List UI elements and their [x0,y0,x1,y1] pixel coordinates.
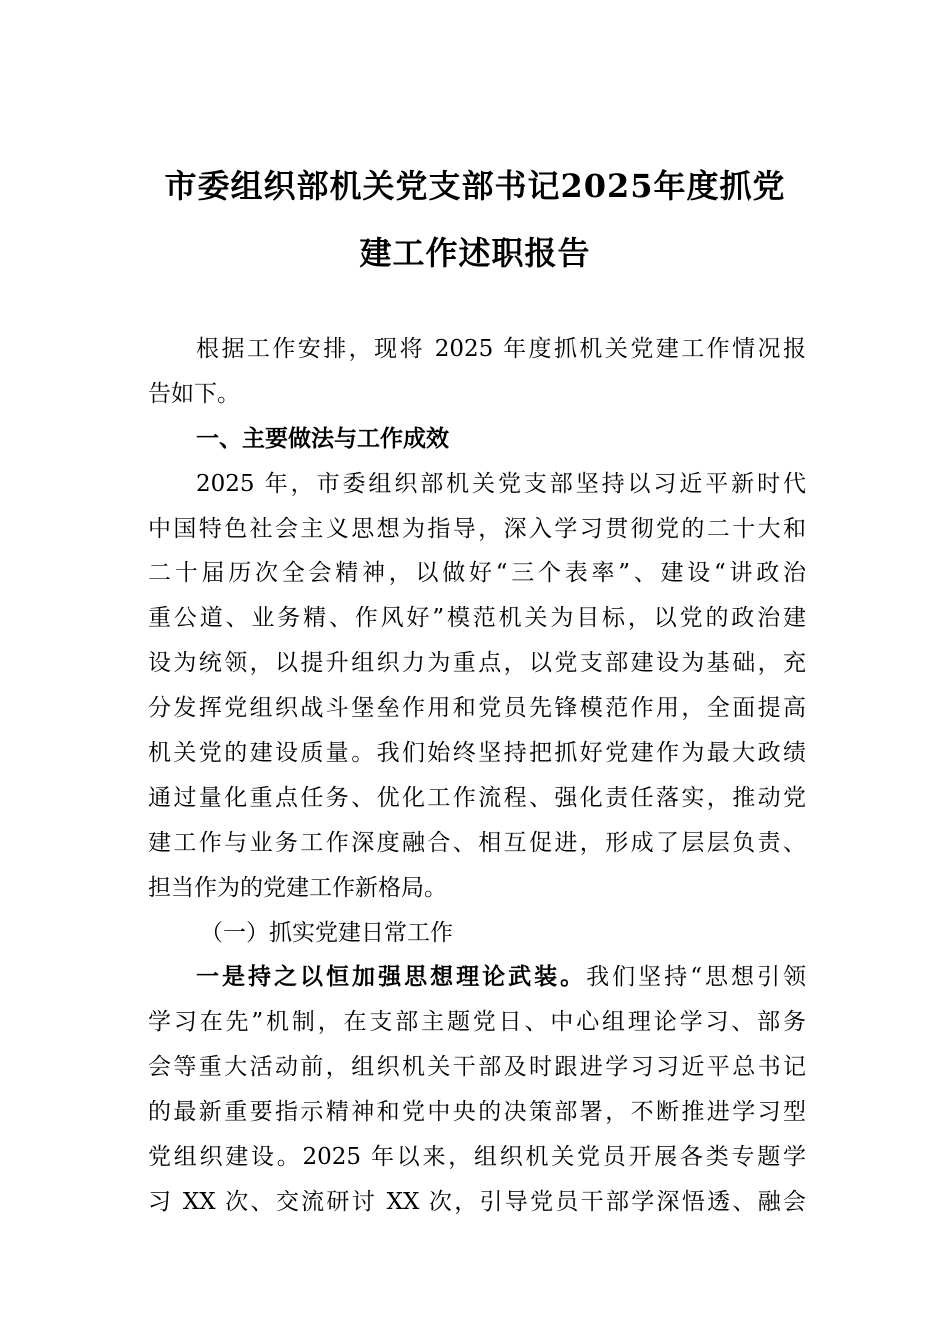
paragraph-line: 党组织建设。2025 年以来，组织机关党员开展各类专题学 [148,1144,806,1171]
subsection-heading: （一）抓实党建日常工作 [200,919,453,946]
paragraph-line: 机关党的建设质量。我们始终坚持把抓好党建作为最大政绩 [148,740,806,767]
intro-line: 告如下。 [148,380,240,407]
paragraph-line: 习 XX 次、交流研讨 XX 次，引导党员干部学深悟透、融会 [148,1188,806,1215]
bold-lead: 一是持之以恒加强思想理论武装。 [196,964,587,991]
paragraph-line: 会等重大活动前，组织机关干部及时跟进学习习近平总书记 [148,1054,806,1081]
paragraph-line: 2025 年，市委组织部机关党支部坚持以习近平新时代 [196,470,806,497]
intro-line: 根据工作安排，现将 2025 年度抓机关党建工作情况报 [196,336,806,362]
paragraph-line: 二十届历次全会精神，以做好“三个表率”、建设“讲政治 [148,560,806,587]
paragraph-line: 担当作为的党建工作新格局。 [148,874,447,901]
document-title-line-1: 市委组织部机关党支部书记2025年度抓党 [164,167,786,205]
paragraph-text: 我们坚持“思想引领 [586,964,806,991]
paragraph-line: 学习在先”机制，在支部主题党日、中心组理论学习、部务 [148,1009,806,1036]
paragraph-line: 设为统领，以提升组织力为重点，以党支部建设为基础，充 [148,650,806,677]
document-title-line-2: 建工作述职报告 [359,234,591,272]
paragraph-line: 通过量化重点任务、优化工作流程、强化责任落实，推动党 [148,784,806,811]
paragraph-line: 的最新重要指示精神和党中央的决策部署，不断推进学习型 [148,1099,806,1126]
paragraph-line: 中国特色社会主义思想为指导，深入学习贯彻党的二十大和 [148,515,806,542]
document-body [148,327,806,1225]
section-heading: 一、主要做法与工作成效 [196,425,449,452]
paragraph-line: 重公道、业务精、作风好”模范机关为目标，以党的政治建 [148,605,806,632]
paragraph-line: 分发挥党组织战斗堡垒作用和党员先锋模范作用，全面提高 [148,695,806,722]
paragraph-line: 建工作与业务工作深度融合、相互促进，形成了层层负责、 [148,829,806,856]
paragraph-line [148,955,806,1000]
